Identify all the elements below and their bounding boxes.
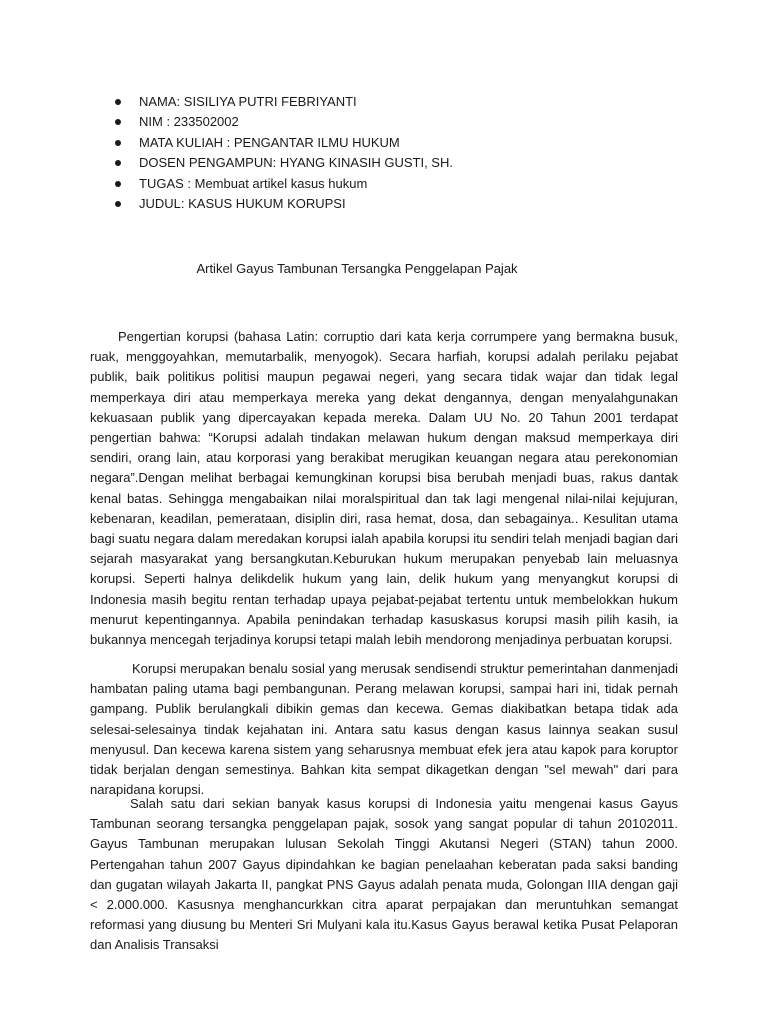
list-item <box>111 133 453 153</box>
bullet-icon <box>115 140 121 146</box>
bullet-icon <box>115 99 121 105</box>
list-item-text: TUGAS : Membuat artikel kasus hukum <box>139 175 368 191</box>
article-paragraph-3: Salah satu dari sekian banyak kasus korupsi di Indonesia yaitu mengenai kasus Gayus Tambunan seorang tersangka penggelapan pajak, sosok yang sangat popular di tahun 20102011. Gayus Tambunan merupakan lulusan Sekolah Tinggi Akutansi Negeri (STAN) tahun 2000. Pertengahan tahun 2007 Gayus dipindahkan ke bagian penelaahan keberatan pada saksi banding dan gugatan wilayah Jakarta II, pangkat PNS Gayus adalah penata muda, Golongan IIIA dengan gaji < 2.000.000. Kasusnya menghancurkkan citra aparat perpajakan dan meruntuhkan semangat reformasi yang diusung bu Menteri Sri Mulyani kala itu.Kasus Gayus berawal ketika Pusat Pelaporan dan Analisis Transaksi <box>90 796 678 953</box>
article-paragraph-2: Korupsi merupakan benalu sosial yang merusak sendisendi struktur pemerintahan danmenjadi hambatan paling utama bagi pembangunan. Perang melawan korupsi, sampai hari ini, tidak pernah gampang. Publik berulangkali dibikin gemas dan kecewa. Gemas diakibatkan betapa tidak ada selesai-selesainya tindak kejahatan ini. Antara satu kasus dengan kasus lainnya seakan susul menyusul. Dan kecewa karena sistem yang seharusnya membuat efek jera atau kapok para koruptor tidak berjalan dengan semestinya. Bahkan kita sempat dikagetkan dengan "sel mewah" dari para narapidana korupsi. <box>90 661 678 798</box>
list-item <box>111 112 453 132</box>
list-item-text: NAMA: SISILIYA PUTRI FEBRIYANTI <box>139 94 357 109</box>
list-item-text: DOSEN PENGAMPUN: HYANG KINASIH GUSTI, SH. <box>139 155 453 171</box>
student-info-list <box>111 92 453 214</box>
list-item <box>111 194 453 214</box>
bullet-icon <box>115 160 121 166</box>
list-item <box>111 174 453 194</box>
list-item-text: MATA KULIAH : PENGANTAR ILMU HUKUM <box>139 134 400 150</box>
list-item <box>111 92 453 112</box>
article-title <box>0 259 768 279</box>
article-paragraph-1: Pengertian korupsi (bahasa Latin: corruptio dari kata kerja corrumpere yang bermakna busuk, ruak, menggoyahkan, memutarbalik, menyogok). Secara harfiah, korupsi adalah perilaku pejabat publik, baik politikus politisi maupun pegawai negeri, yang secara tidak wajar dan tidak legal memperkaya diri atau memperkaya mereka yang dekat dengannya, dengan menyalahgunakan kekuasaan publik yang dipercayakan kepada mereka. Dalam UU No. 20 Tahun 2001 terdapat pengertian bahwa: “Korupsi adalah tindakan melawan hukum dengan maksud memperkaya diri sendiri, orang lain, atau korporasi yang berakibat merugikan keuangan negara atau perekonomian negara”.Dengan melihat berbagai kemungkinan korupsi bisa berubah menjadi buas, rakus dantak kenal batas. Sehingga mengabaikan nilai moralspiritual dan tak lagi mengenal nilai-nilai kejujuran, kebenaran, keadilan, pemerataan, disiplin diri, rasa hemat, dosa, dan sebagainya.. Kesulitan utama bagi suatu negara dalam meredakan korupsi ialah apabila korupsi itu sendiri telah menjadi bagian dari sejarah masyarakat yang bersangkutan.Keburukan hukum merupakan penyebab lain meluasnya korupsi. Seperti halnya delikdelik hukum yang lain, delik hukum yang menyangkut korupsi di Indonesia masih begitu rentan terhadap upaya pejabat-pejabat tertentu untuk membelokkan hukum menurut kepentingannya. Apabila penindakan terhadap kasuskasus korupsi masih pilih kasih, ia bukannya mencegah terjadinya korupsi tetapi malah lebih mendorong menjadinya perbuatan korupsi. <box>90 329 678 648</box>
list-item-text: NIM : 233502002 <box>139 114 239 130</box>
list-item <box>111 153 453 173</box>
list-item-text: JUDUL: KASUS HUKUM KORUPSI <box>139 195 346 211</box>
bullet-icon <box>115 181 121 187</box>
article-title-text: Artikel Gayus Tambunan Tersangka Penggelapan Pajak <box>196 261 518 276</box>
bullet-icon <box>115 119 121 125</box>
bullet-icon <box>115 201 121 207</box>
